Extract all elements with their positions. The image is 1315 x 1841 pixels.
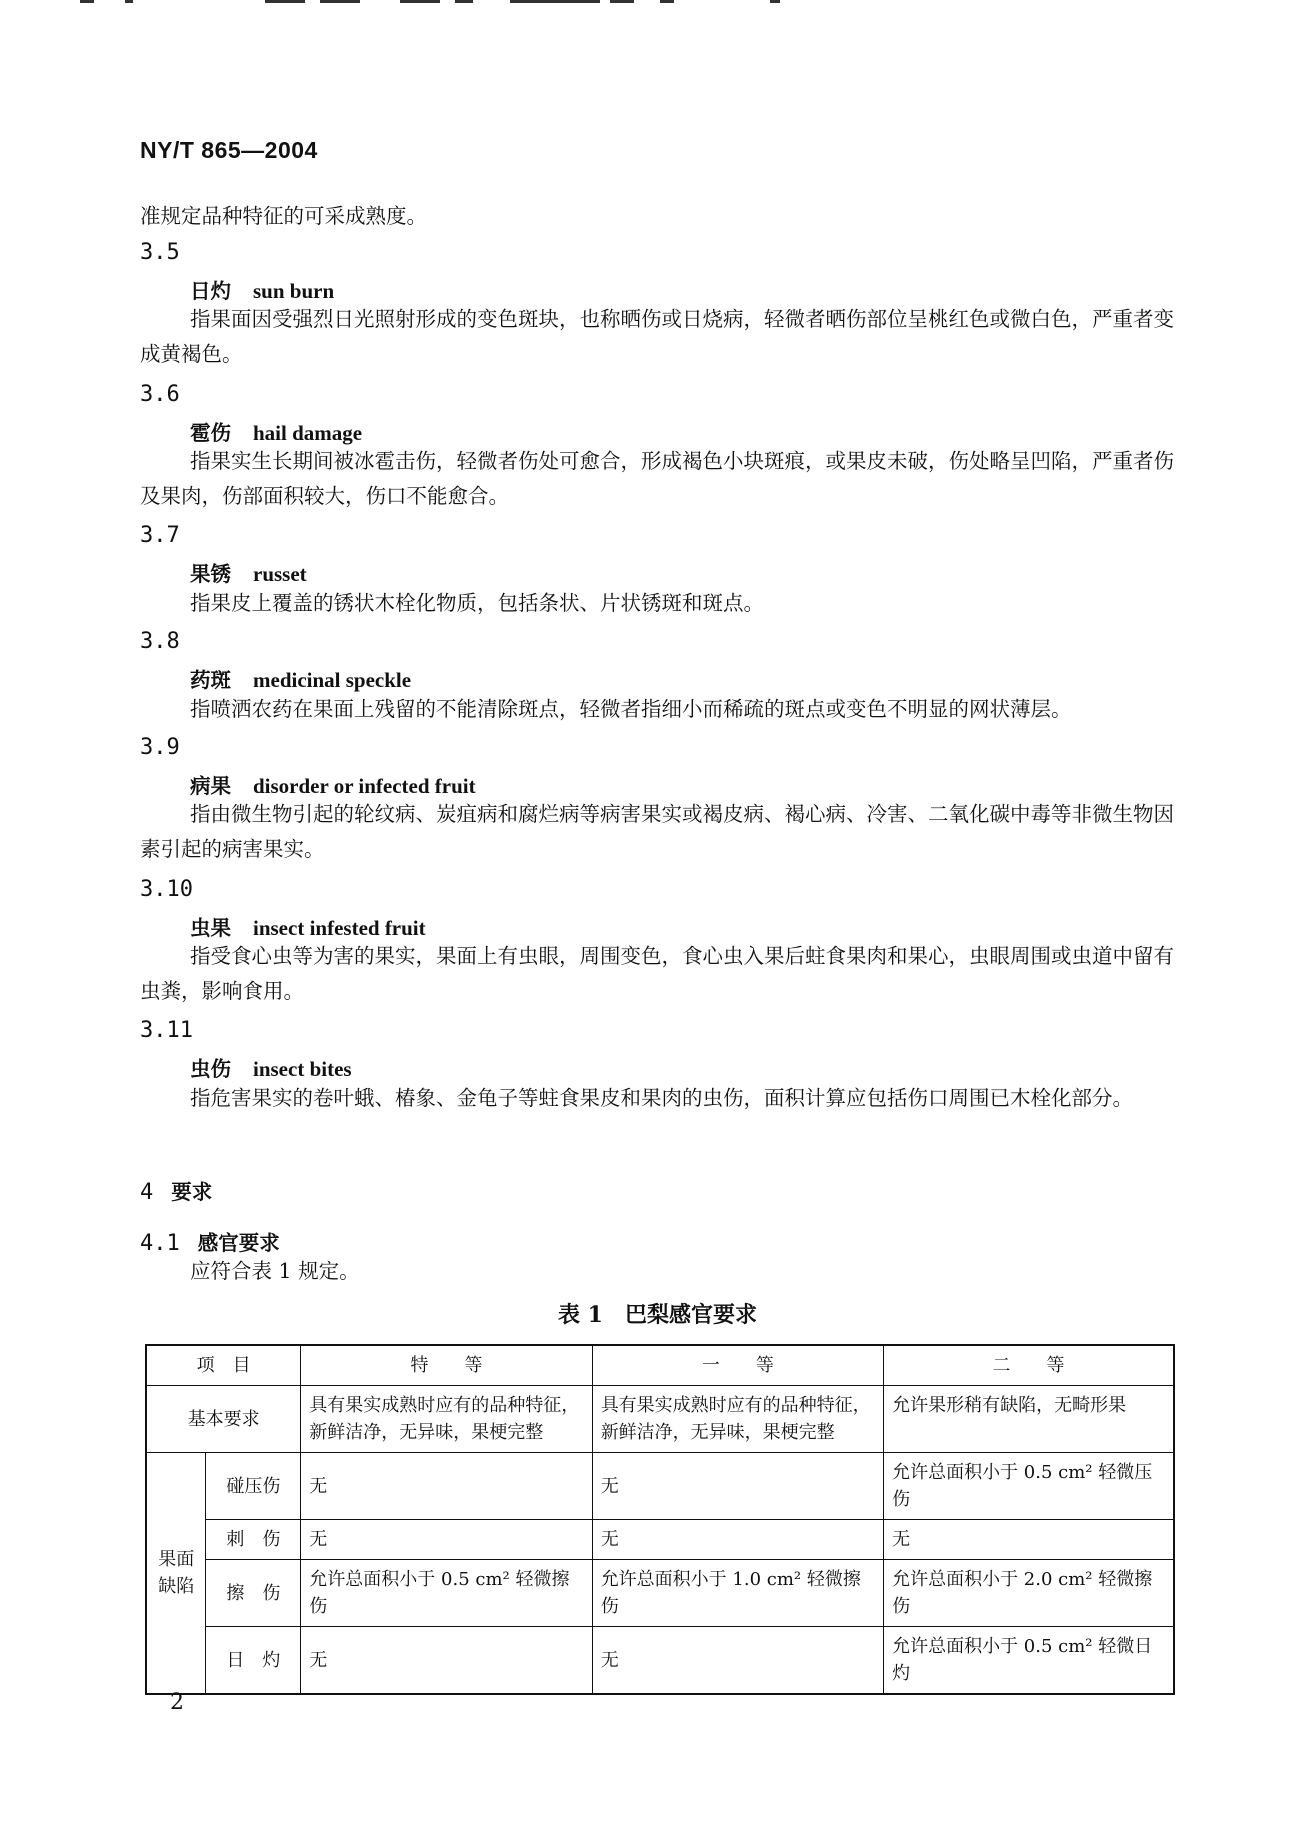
definition-text: 指果实生长期间被冰雹击伤，轻微者伤处可愈合，形成褐色小块斑痕，或果皮未破，伤处略呈凹陷，严重者伤及果肉，伤部面积较大，伤口不能愈合。	[140, 449, 1174, 508]
table-cell: 无	[592, 1627, 883, 1695]
definition-number: 3.9	[140, 735, 180, 760]
row-label: 擦 伤	[206, 1560, 301, 1627]
header-item: 项 目	[146, 1345, 301, 1386]
definition-number: 3.5	[140, 240, 180, 265]
definition-text: 指果皮上覆盖的锈状木栓化物质，包括条状、片状锈斑和斑点。	[190, 591, 764, 615]
table-cell: 无	[592, 1520, 883, 1560]
group-label-surface-defects: 果面缺陷	[146, 1453, 206, 1695]
table-cell: 允许总面积小于 2.0 cm² 轻微擦伤	[884, 1560, 1174, 1627]
table-row	[146, 1520, 1174, 1560]
definition-term	[190, 911, 426, 941]
table-cell: 允许总面积小于 0.5 cm² 轻微擦伤	[301, 1560, 592, 1627]
table-cell: 允许果形稍有缺陷，无畸形果	[884, 1386, 1174, 1453]
definition-text: 指危害果实的卷叶蛾、椿象、金龟子等蛀食果皮和果肉的虫伤，面积计算应包括伤口周围已木栓化部分。	[190, 1086, 1133, 1110]
table-cell: 无	[592, 1453, 883, 1520]
table-caption: 表 1 巴梨感官要求	[558, 1302, 757, 1328]
term-en: hail damage	[253, 421, 363, 445]
table-row	[146, 1453, 1174, 1520]
table-cell: 允许总面积小于 1.0 cm² 轻微擦伤	[592, 1560, 883, 1627]
term-zh: 果锈	[190, 562, 231, 586]
definition-term	[190, 1052, 352, 1082]
definition-term	[190, 557, 307, 587]
table-cell: 具有果实成熟时应有的品种特征，新鲜洁净，无异味，果梗完整	[301, 1386, 592, 1453]
section-heading	[140, 1175, 212, 1205]
table-cell: 无	[301, 1627, 592, 1695]
term-en: medicinal speckle	[253, 668, 412, 692]
table-cell: 无	[301, 1520, 592, 1560]
definition-term	[190, 274, 334, 304]
subsection-number: 4.1	[140, 1231, 180, 1256]
subsection-heading	[140, 1226, 280, 1256]
term-en: insect infested fruit	[253, 916, 426, 940]
term-zh: 虫果	[190, 916, 231, 940]
definition-text: 指由微生物引起的轮纹病、炭疽病和腐烂病等病害果实或褐皮病、褐心病、冷害、二氧化碳中毒等非微生物因素引起的病害果实。	[140, 802, 1174, 861]
header-grade-special: 特 等	[301, 1345, 592, 1386]
term-zh: 虫伤	[190, 1057, 231, 1081]
intro-continuation: 准规定品种特征的可采成熟度。	[140, 204, 427, 228]
term-en: disorder or infected fruit	[253, 774, 476, 798]
definition-term	[190, 663, 411, 693]
standard-code-header: NY/T 865—2004	[140, 137, 318, 163]
row-label: 日 灼	[206, 1627, 301, 1695]
term-zh: 日灼	[190, 279, 231, 303]
table-row	[146, 1627, 1174, 1695]
table-cell: 具有果实成熟时应有的品种特征，新鲜洁净，无异味，果梗完整	[592, 1386, 883, 1453]
term-zh: 药斑	[190, 668, 231, 692]
table-row	[146, 1560, 1174, 1627]
row-label: 基本要求	[146, 1386, 301, 1453]
section-title: 要求	[171, 1180, 213, 1204]
table-header-row	[146, 1345, 1174, 1386]
table-cell: 允许总面积小于 0.5 cm² 轻微压伤	[884, 1453, 1174, 1520]
term-en: sun burn	[253, 279, 335, 303]
term-en: russet	[253, 562, 307, 586]
definition-text: 指受食心虫等为害的果实，果面上有虫眼，周围变色，食心虫入果后蛀食果肉和果心，虫眼周围或虫道中留有虫粪，影响食用。	[140, 944, 1174, 1003]
section-number: 4	[140, 1180, 154, 1205]
table-row	[146, 1386, 1174, 1453]
definition-number: 3.7	[140, 523, 180, 548]
definition-text: 指喷洒农药在果面上残留的不能清除斑点，轻微者指细小而稀疏的斑点或变色不明显的网状薄层。	[190, 697, 1072, 721]
definition-text: 指果面因受强烈日光照射形成的变色斑块，也称晒伤或日烧病，轻微者晒伤部位呈桃红色或微白色，严重者变成黄褐色。	[140, 307, 1174, 366]
scan-edge-marks	[70, 0, 790, 6]
row-label: 刺 伤	[206, 1520, 301, 1560]
subsection-title: 感官要求	[197, 1231, 280, 1255]
sensory-requirements-table	[145, 1344, 1175, 1695]
definition-number: 3.11	[140, 1018, 193, 1043]
definition-number: 3.10	[140, 877, 193, 902]
definition-term	[190, 769, 476, 799]
row-label: 碰压伤	[206, 1453, 301, 1520]
term-zh: 雹伤	[190, 421, 231, 445]
table-cell: 无	[884, 1520, 1174, 1560]
definition-number: 3.8	[140, 629, 180, 654]
header-grade-first: 一 等	[592, 1345, 883, 1386]
term-en: insect bites	[253, 1057, 352, 1081]
page-number: 2	[170, 1690, 184, 1715]
term-zh: 病果	[190, 774, 231, 798]
table-cell: 无	[301, 1453, 592, 1520]
header-grade-second: 二 等	[884, 1345, 1174, 1386]
table-cell: 允许总面积小于 0.5 cm² 轻微日灼	[884, 1627, 1174, 1695]
subsection-text: 应符合表 1 规定。	[190, 1259, 360, 1283]
definition-number: 3.6	[140, 382, 180, 407]
definition-term	[190, 416, 362, 446]
